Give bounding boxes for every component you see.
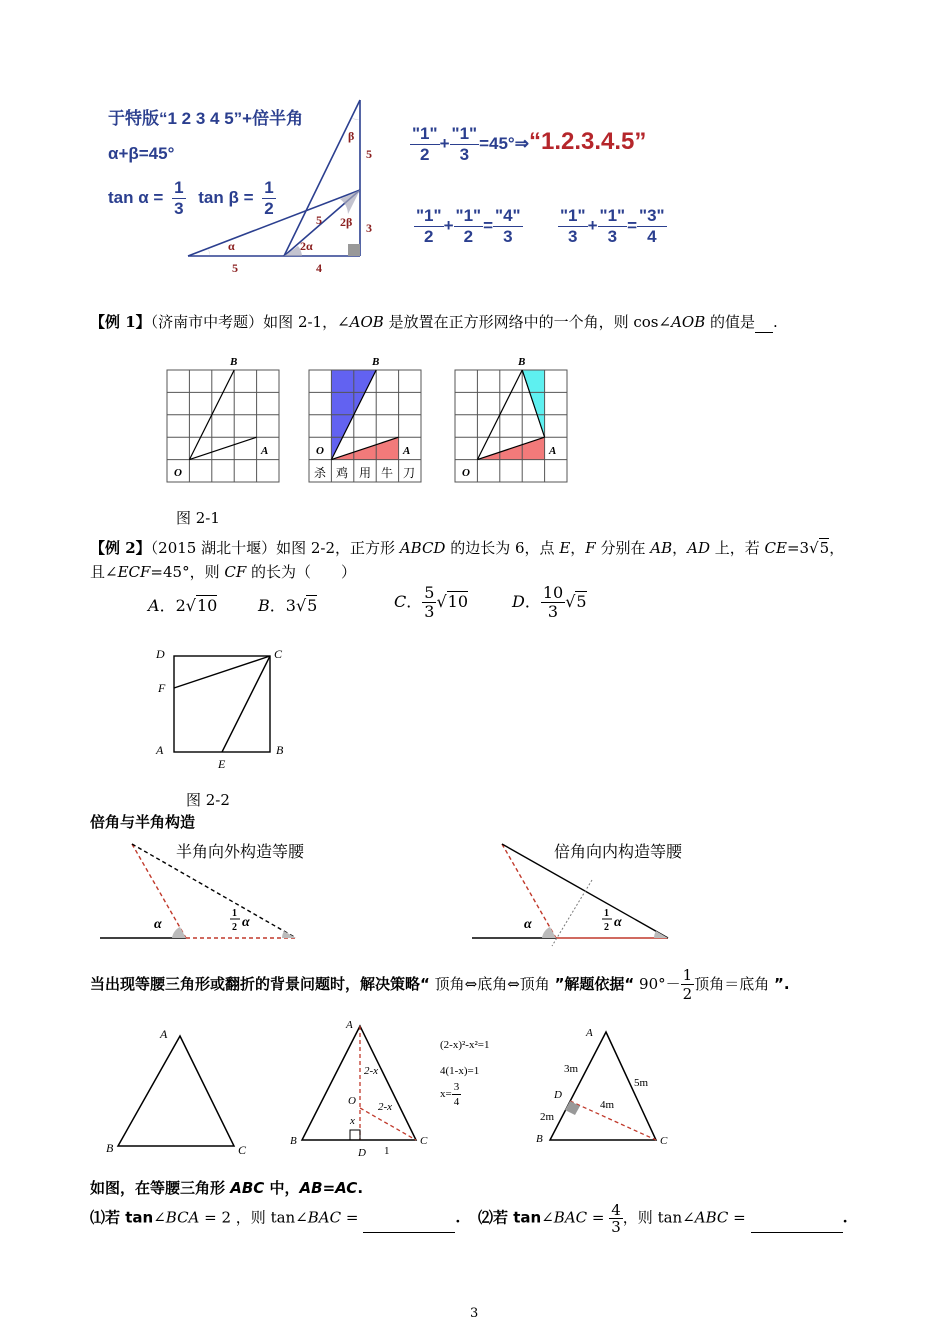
ex2-text-a: （2015 湖北十堰）如图 2-2，正方形 [150, 539, 400, 557]
tan-beta-num: 1 [264, 178, 274, 197]
final-line1-b: 中， [264, 1179, 300, 1197]
tan-alpha-label: tan α = [108, 187, 164, 207]
triangle-12345-figure [180, 96, 380, 275]
eq1-rest: =45°⇒ [479, 133, 529, 153]
q2-eq: = [587, 1208, 610, 1227]
eq3-d2: 3 [607, 227, 618, 246]
right-half-alpha: α [614, 915, 622, 930]
t1-label-b: B [106, 1141, 114, 1155]
option-d-label: D [512, 592, 525, 611]
t3-label-b: B [536, 1133, 543, 1145]
t2-label-2x-top: 2-x [364, 1065, 379, 1077]
fig-four: 4 [316, 261, 322, 275]
square-abcd-figure [152, 644, 302, 774]
left-half-num: 1 [232, 908, 237, 919]
t2-label-o: O [348, 1095, 356, 1107]
final-abac: AB=AC [299, 1179, 358, 1197]
q2-end: . [842, 1208, 848, 1227]
double-angle-inward-figure [468, 836, 678, 946]
q2-mid: ，则 tan [622, 1208, 683, 1227]
strategy-c: ”解题依据“ [554, 975, 635, 993]
sq-label-b: B [276, 743, 284, 757]
fig-three: 3 [366, 221, 372, 235]
option-d-num: 10 [542, 583, 564, 602]
option-c-num: 5 [424, 583, 435, 602]
q1-answer-blank[interactable] [363, 1204, 455, 1233]
q2-angle: ∠BAC [541, 1208, 588, 1227]
fig-five-mid: 5 [316, 213, 322, 227]
eq1-n1: "1" [412, 124, 438, 143]
fig-alpha: α [228, 239, 235, 253]
ex2-text-c: 分别在 [595, 539, 651, 557]
q1-angle: ∠BCA [153, 1208, 200, 1227]
grid-figure-1 [166, 352, 286, 488]
isosceles-triangle-2 [286, 1016, 438, 1164]
q2-num: 4 [611, 1201, 621, 1219]
final-abc: ABC [230, 1179, 265, 1197]
grid2-label-a: A [403, 445, 411, 457]
ex2-comma1: ， [570, 539, 586, 557]
ex2-line2-b: =45°，则 [150, 563, 225, 581]
top-title: 于特版“1 2 3 4 5”+倍半角 [108, 109, 304, 128]
ex2-text-b: 的边长为 6，点 [445, 539, 560, 557]
ex2-ad: AD [687, 539, 710, 557]
fig-beta: β [348, 129, 355, 143]
option-b-root: 5 [307, 596, 318, 615]
q2-eq2: = [728, 1208, 751, 1227]
example-1-label: 【例 1】 [90, 313, 151, 331]
final-question-parts [90, 1202, 848, 1235]
example-1-question [90, 312, 778, 333]
example-2-line-2 [90, 562, 356, 582]
option-a-val: 2 [175, 596, 186, 615]
fig-five-right: 5 [366, 147, 372, 161]
t2-label-x: x [350, 1115, 355, 1127]
ex2-cf: CF [224, 563, 247, 581]
grid3-label-o: O [462, 467, 470, 479]
ex2-f: F [585, 539, 596, 557]
right-half-num: 1 [604, 908, 609, 919]
q2-prefix: ⑵若 tan [478, 1208, 542, 1227]
ex2-ce: CE [764, 539, 787, 557]
option-b-val: 3 [285, 596, 296, 615]
calc-line-3: x= [440, 1088, 452, 1101]
ex1-aob2: AOB [671, 313, 706, 331]
option-a[interactable]: A．2√10 [148, 596, 218, 615]
option-a-root: 10 [196, 596, 218, 615]
t2-label-c: C [420, 1135, 428, 1147]
isosceles-triangle-3 [528, 1018, 688, 1154]
grid1-label-o: O [174, 467, 182, 479]
ex2-comma2: ， [672, 539, 688, 557]
eq1-d1: 2 [420, 145, 430, 164]
grid-figure-2 [308, 352, 428, 488]
equation-one: $\frac{"1"}{2}$ + $\frac{"1"}{3}$ =45°⇒“1.2.3.4.5” [412, 124, 647, 164]
eq3-d1: 3 [568, 227, 578, 246]
tan-beta-label: tan β = [198, 187, 254, 207]
t3-label-c: C [660, 1135, 668, 1147]
tan-alpha-den: 3 [174, 199, 184, 218]
ex2-ecf: ECF [117, 563, 151, 581]
ex1-end: . [773, 313, 778, 331]
eq2-d2: 2 [463, 227, 474, 246]
grid2-label-b: B [372, 356, 380, 368]
eq2-n3: "4" [495, 206, 521, 225]
tan-beta-den: 2 [264, 199, 274, 218]
option-a-label: A [148, 596, 160, 615]
option-c[interactable]: C． $\frac{5}{3}$ √10 [394, 583, 469, 621]
t3-label-5m: 5m [634, 1077, 649, 1089]
q1-angle2: ∠BAC [295, 1208, 342, 1227]
option-d[interactable]: D． $\frac{10}{3}$ √5 [512, 583, 587, 621]
t3-label-3m: 3m [564, 1063, 579, 1075]
ex2-text-d: 上，若 [709, 539, 765, 557]
isosceles-triangle-1 [100, 1024, 260, 1160]
example-2-label: 【例 2】 [90, 539, 151, 557]
grid1-label-b: B [230, 356, 238, 368]
grid-figure-3 [454, 352, 574, 488]
q2-answer-blank[interactable] [751, 1204, 843, 1233]
alpha-beta-sum: α+β=45° [108, 144, 175, 163]
t3-label-2m: 2m [540, 1111, 555, 1123]
calc-line-2: 4(1-x)=1 [440, 1065, 480, 1077]
eq2-n1: "1" [416, 206, 442, 225]
t1-label-c: C [238, 1143, 247, 1157]
page-number: 3 [470, 1306, 479, 1321]
grid2-char-2: 鸡 [336, 466, 349, 480]
sq-label-c: C [274, 647, 283, 661]
example-2-line-1: 【例 2】（2015 湖北十堰）如图 2-2，正方形 ABCD 的边长为 6，点 E，F 分别在 AB，AD 上，若 CE=3√5， [90, 539, 845, 557]
ex1-aob: AOB [349, 313, 384, 331]
ex1-text-c: 的值是 [705, 313, 756, 331]
half-angle-outward-figure [96, 836, 306, 946]
t2-label-one: 1 [384, 1145, 390, 1157]
strategy-d: 90°－ [634, 975, 681, 993]
figure-2-1-caption: 图 2-1 [176, 509, 220, 527]
grid3-label-b: B [518, 356, 526, 368]
fig-two-beta: 2β [340, 215, 353, 229]
half-angle-heading: 倍角与半角构造 [90, 813, 196, 831]
ex2-line2-c: 的长为（ ） [246, 563, 357, 581]
eq1-big: “1.2.3.4.5” [528, 127, 647, 155]
t2-label-a: A [346, 1019, 353, 1031]
ex2-abcd: ABCD [399, 539, 446, 557]
eq2-n2: "1" [455, 206, 482, 225]
sq-label-d: D [156, 647, 165, 661]
q2-den: 3 [611, 1218, 621, 1236]
right-alpha: α [524, 917, 532, 932]
calc-line-1: (2-x)²-x²=1 [440, 1039, 490, 1051]
q1-prefix: ⑴若 tan [90, 1208, 154, 1227]
ex1-text-b: 是放置在正方形网络中的一个角，则 cos∠ [383, 313, 672, 331]
fig-two-alpha: 2α [300, 239, 313, 253]
strategy-e: 顶角＝底角 [694, 975, 774, 993]
calc-num: 3 [453, 1081, 460, 1093]
calc-den: 4 [453, 1096, 460, 1108]
ex2-comma3: ， [829, 539, 845, 557]
grid2-char-5: 刀 [403, 466, 416, 480]
ex2-eq: =3 [786, 539, 810, 557]
sq-label-f: F [158, 681, 166, 695]
t2-label-2x-right: 2-x [378, 1101, 393, 1113]
sq-label-e: E [218, 757, 226, 771]
eq3-n1: "1" [560, 206, 586, 225]
right-angle-mark [348, 244, 360, 256]
right-half-den: 2 [604, 922, 609, 933]
q2-angle2: ∠ABC [682, 1208, 729, 1227]
q1-end: . [455, 1208, 461, 1227]
answer-blank[interactable] [755, 312, 773, 333]
final-line1-c: . [357, 1179, 364, 1197]
equation-two: $\frac{"1"}{2}$ + $\frac{"1"}{2}$ = $\frac{"4"}{3}$ [416, 206, 521, 246]
calculation-notes [440, 1038, 489, 1109]
t3-label-a: A [586, 1027, 593, 1039]
equation-three: $\frac{"1"}{3}$ + $\frac{"1"}{3}$ = $\frac{"3"}{4}$ [560, 206, 665, 246]
eq2-d3: 3 [503, 227, 513, 246]
grid3-label-a: A [549, 445, 557, 457]
eq1-n2: "1" [451, 124, 478, 143]
t2-label-b: B [290, 1135, 297, 1147]
grid2-char-1: 杀 [314, 466, 327, 480]
option-b-label: B [258, 596, 270, 615]
q1-mid: = 2 ，则 tan [199, 1208, 296, 1227]
left-alpha: α [154, 917, 162, 932]
ex2-ab: AB [650, 539, 673, 557]
strategy-num: 1 [682, 966, 693, 984]
option-c-label: C [394, 592, 407, 611]
ex2-line2-a: 且∠ [90, 563, 118, 581]
fig-five-bottom: 5 [232, 261, 238, 275]
eq2-d1: 2 [424, 227, 434, 246]
ex2-e: E [559, 539, 571, 557]
ex2-root5: 5 [819, 539, 830, 557]
option-c-root: 10 [447, 592, 469, 611]
ex1-text-a: （济南市中考题）如图 2-1，∠ [150, 313, 350, 331]
eq1-d2: 3 [459, 145, 470, 164]
t1-label-a: A [160, 1027, 168, 1041]
eq3-d3: 4 [647, 227, 657, 246]
t3-label-d: D [554, 1089, 562, 1101]
strategy-den: 2 [682, 985, 693, 1003]
tan-alpha-num: 1 [174, 178, 184, 197]
option-d-den: 3 [547, 602, 559, 621]
t2-label-d: D [358, 1147, 366, 1159]
strategy-a: 当出现等腰三角形或翻折的背景问题时，解决策略“ [90, 975, 430, 993]
sq-label-a: A [156, 743, 164, 757]
strategy-f: ”. [773, 975, 790, 993]
option-b[interactable]: B．3√5 [258, 596, 318, 615]
right-construction-title: 倍角向内构造等腰 [554, 842, 683, 861]
grid2-char-3: 用 [359, 466, 372, 480]
left-construction-title: 半角向外构造等腰 [176, 842, 305, 861]
grid2-label-o: O [316, 445, 324, 457]
q1-eq: = [341, 1208, 364, 1227]
eq3-n3: "3" [639, 206, 665, 225]
grid2-char-4: 牛 [381, 466, 394, 480]
left-half-alpha: α [242, 915, 250, 930]
strategy-line [90, 966, 790, 1003]
strategy-b: 顶角⇔底角⇔顶角 [429, 975, 555, 993]
grid1-label-a: A [261, 445, 269, 457]
eq3-n2: "1" [599, 206, 626, 225]
option-d-root: 5 [576, 592, 587, 611]
t3-label-4m: 4m [600, 1099, 615, 1111]
final-line1-a: 如图，在等腰三角形 [90, 1179, 231, 1197]
left-half-den: 2 [232, 922, 237, 933]
final-question-intro [90, 1178, 363, 1198]
option-c-den: 3 [424, 602, 435, 621]
figure-2-2-caption: 图 2-2 [186, 791, 230, 809]
